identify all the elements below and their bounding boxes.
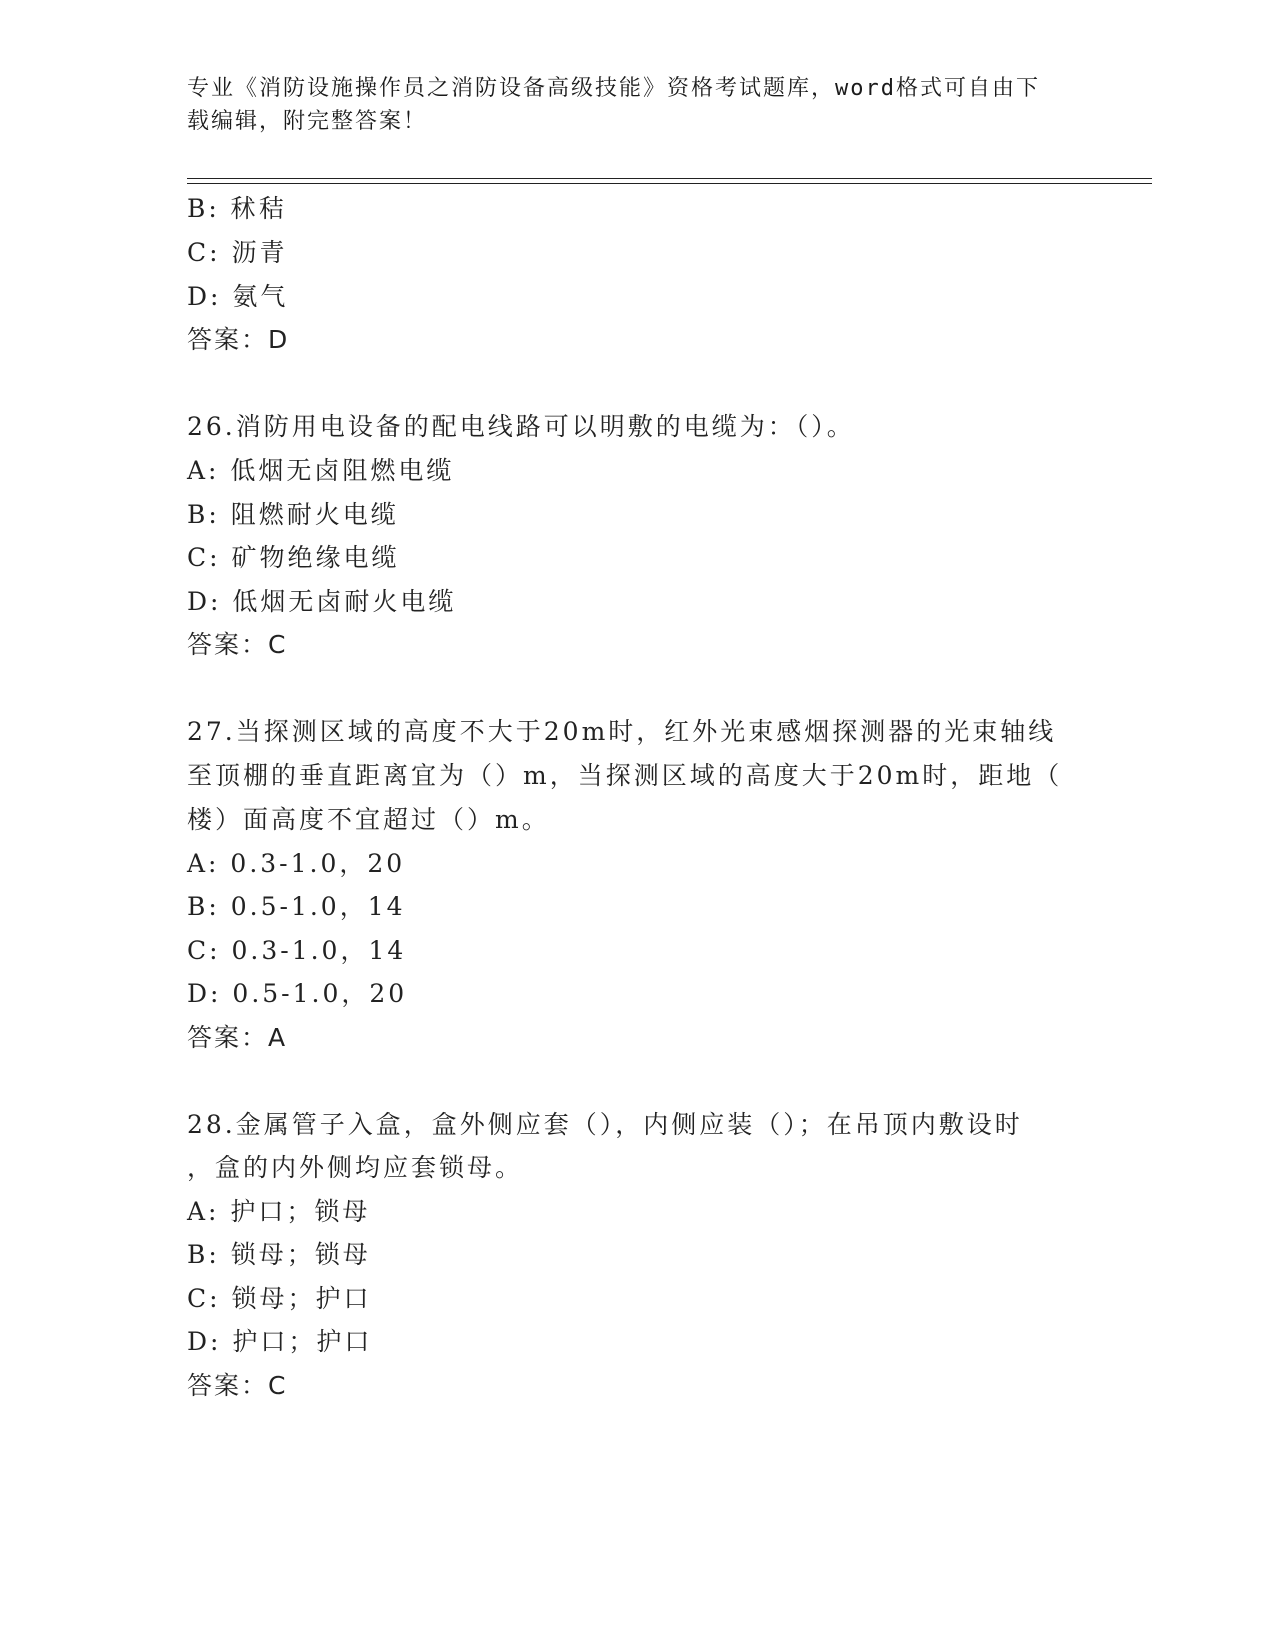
q27-option-c: C: 0.3-1.0，14 [187,936,407,965]
q26-option-a: A: 低烟无卤阻燃电缆 [187,456,455,485]
header-line-1: 专业《消防设施操作员之消防设备高级技能》资格考试题库，word格式可自由下 [187,76,1040,101]
q27-stem-line-1: 27.当探测区域的高度不大于20m时，红外光束感烟探测器的光束轴线 [187,717,1057,746]
q25-option-d: D: 氨气 [187,282,289,311]
q27-stem-line-3: 楼）面高度不宜超过（）m。 [187,805,550,834]
q27-stem-line-2: 至顶棚的垂直距离宜为（）m，当探测区域的高度大于20m时，距地（ [187,761,1063,790]
q28-answer: 答案：C [187,1371,288,1400]
q26-option-b: B: 阻燃耐火电缆 [187,500,399,529]
q26-option-d: D: 低烟无卤耐火电缆 [187,587,457,616]
q28-option-c: C: 锁母；护口 [187,1284,372,1313]
header-line-2: 载编辑，附完整答案！ [187,109,428,134]
q28-option-a: A: 护口；锁母 [187,1197,371,1226]
header-divider-bottom [187,183,1152,184]
q26-option-c: C: 矿物绝缘电缆 [187,543,400,572]
q27-option-a: A: 0.3-1.0，20 [187,849,406,878]
q27-option-d: D: 0.5-1.0，20 [187,979,408,1008]
q25-answer: 答案：D [187,325,290,354]
q27-option-b: B: 0.5-1.0，14 [187,892,406,921]
q28-stem-line-1: 28.金属管子入盒，盒外侧应套（），内侧应装（）；在吊顶内敷设时 [187,1110,1023,1139]
q25-option-c: C: 沥青 [187,238,288,267]
q25-option-b: B: 秫秸 [187,194,287,223]
q28-option-b: B: 锁母；锁母 [187,1240,371,1269]
q27-answer: 答案：A [187,1023,288,1052]
q28-option-d: D: 护口；护口 [187,1327,373,1356]
document-header [187,72,1087,138]
q26-answer: 答案：C [187,630,288,659]
q26-stem: 26.消防用电设备的配电线路可以明敷的电缆为：（）。 [187,412,855,441]
q28-stem-line-2: ，盒的内外侧均应套锁母。 [187,1153,524,1182]
header-divider-top [187,178,1152,179]
